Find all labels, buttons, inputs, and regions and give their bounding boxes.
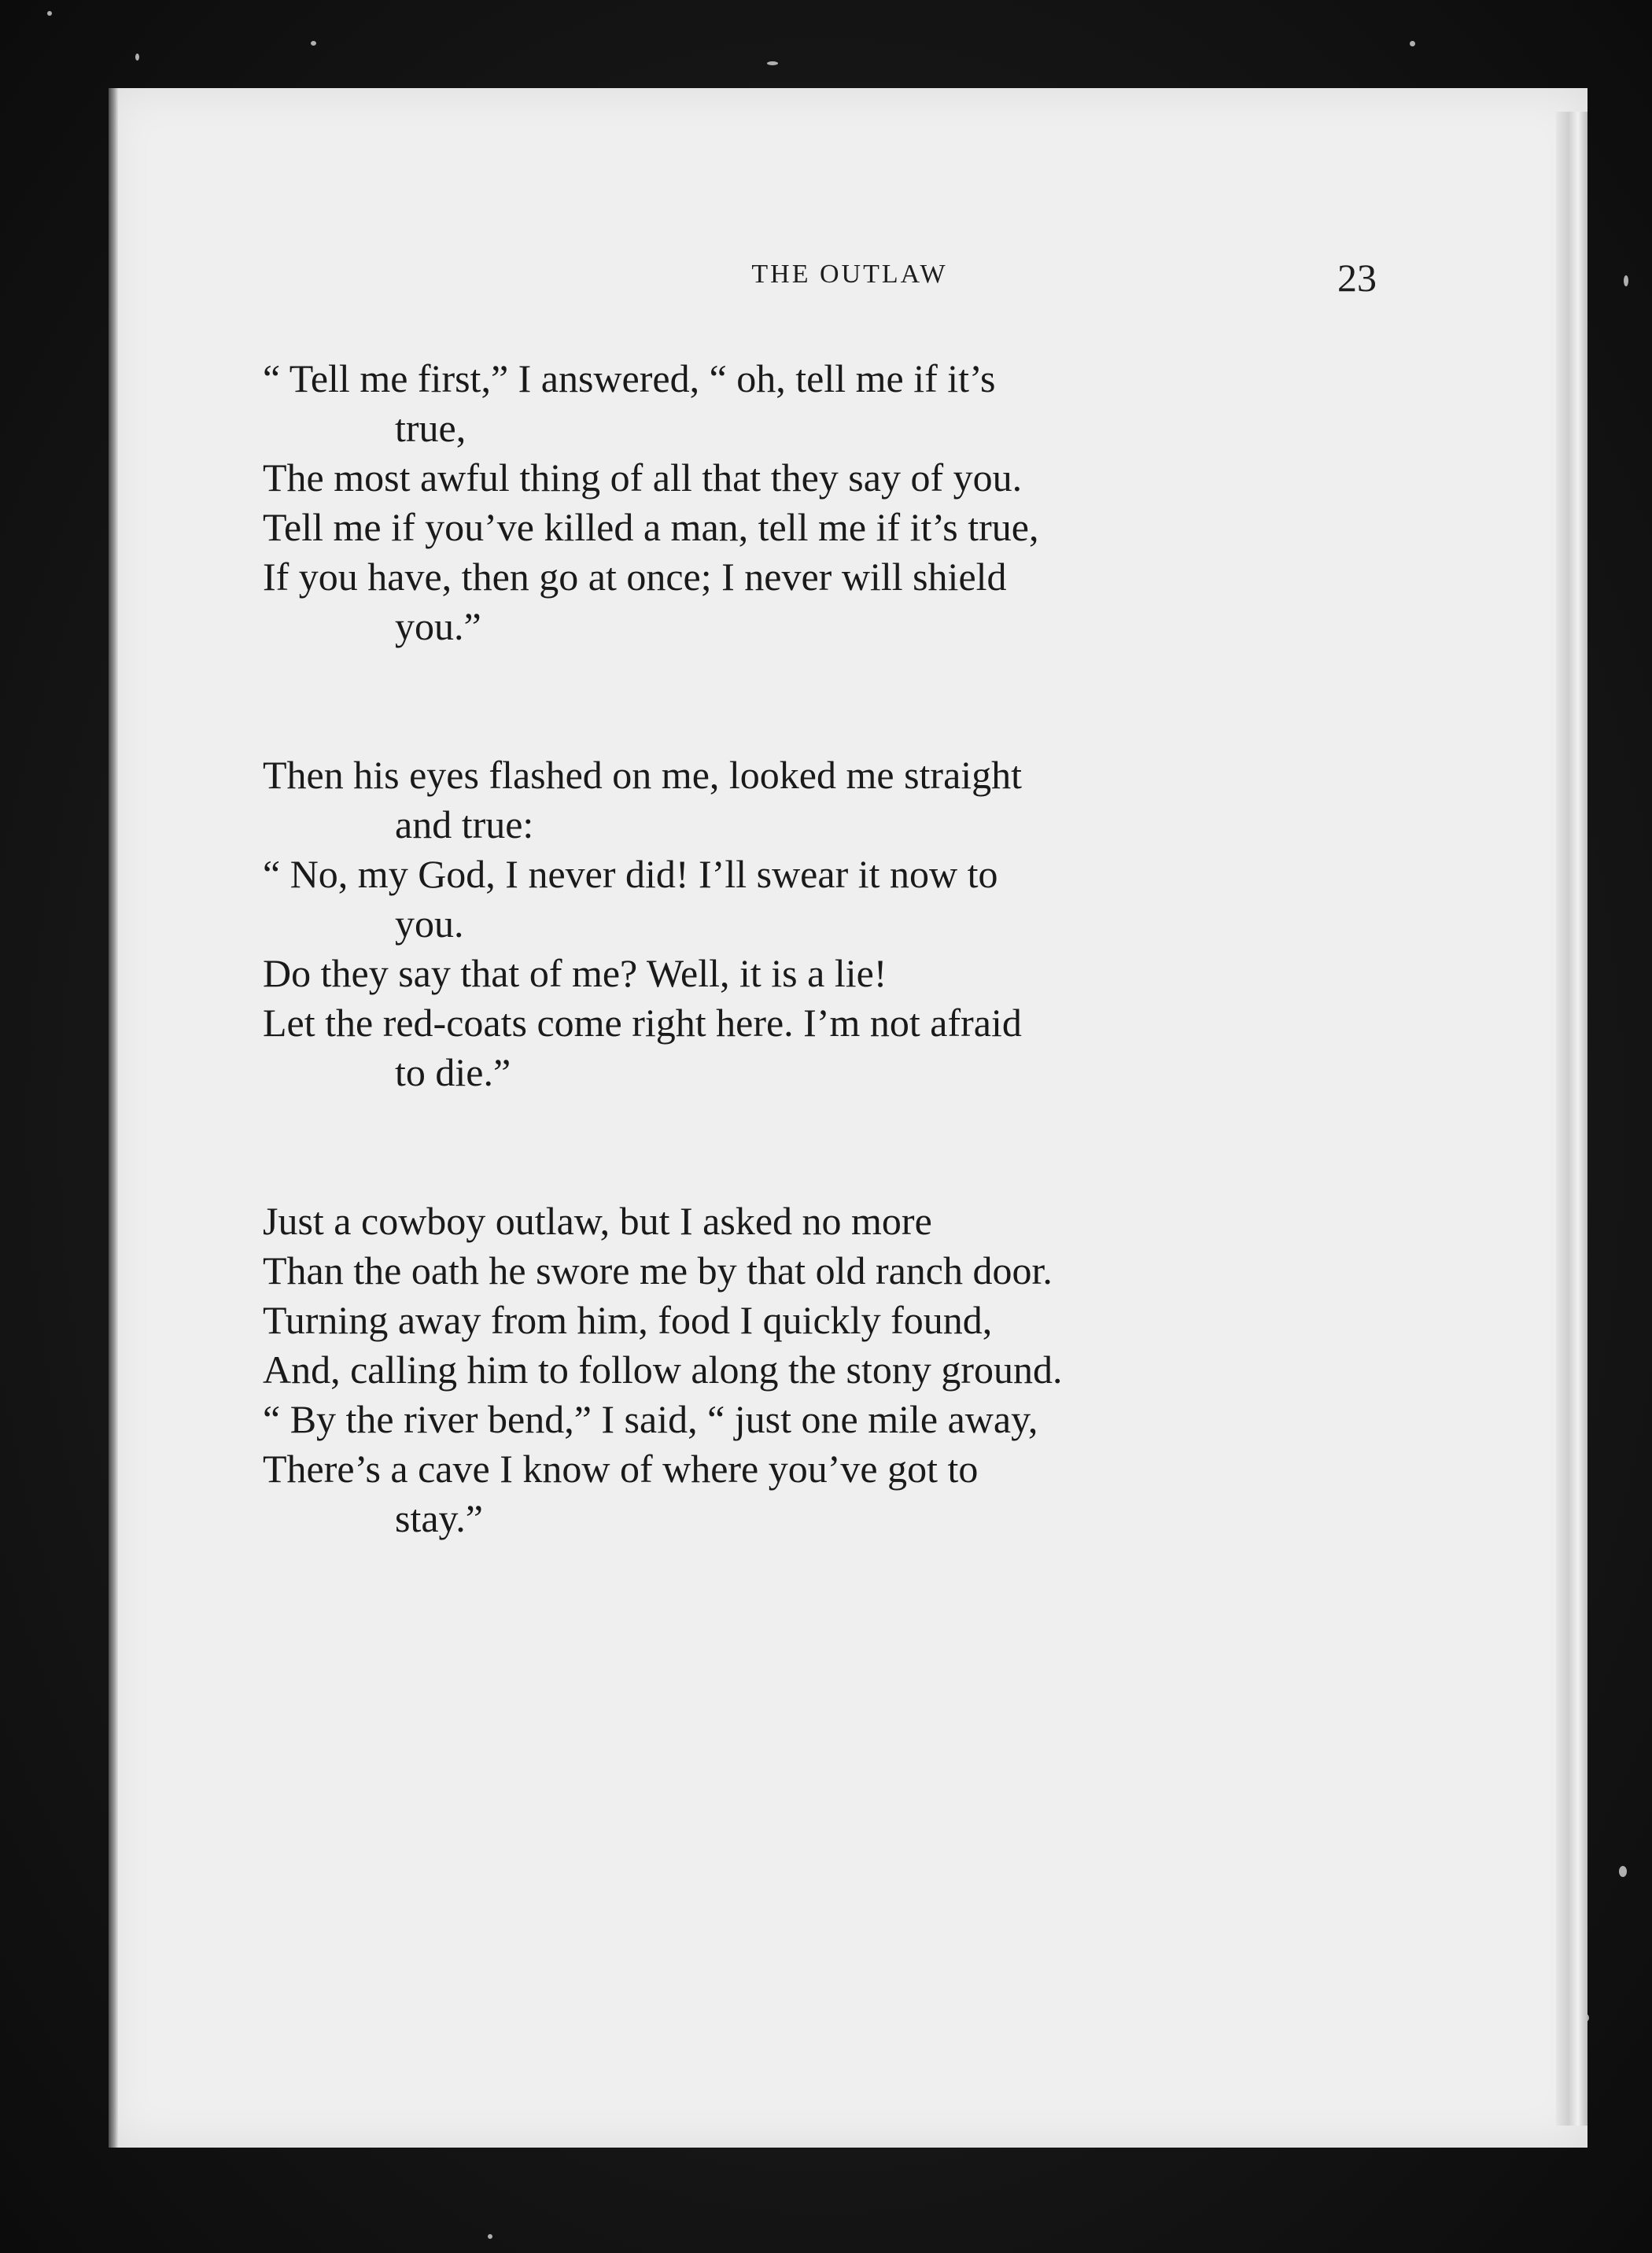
verse-line: The most awful thing of all that they say of you. [263, 455, 1023, 500]
poem-body [263, 354, 1380, 1543]
film-speck [47, 11, 52, 16]
verse-line-turnover: true, [395, 406, 466, 450]
film-speck [135, 53, 139, 61]
film-speck [1410, 41, 1415, 46]
page-number: 23 [1337, 256, 1377, 300]
running-title: THE OUTLAW [751, 260, 948, 289]
verse-line: There’s a cave I know of where you’ve got to [263, 1447, 979, 1491]
verse-line: “ By the river bend,” I said, “ just one mile away, [263, 1397, 1038, 1441]
verse-line: Turning away from him, food I quickly found, [263, 1298, 993, 1342]
verse-line: Tell me if you’ve killed a man, tell me if it’s true, [263, 505, 1039, 549]
verse-line: Do they say that of me? Well, it is a lie! [263, 951, 887, 995]
page-edge [1556, 112, 1587, 2126]
film-speck [311, 41, 316, 46]
film-speck [1624, 275, 1628, 286]
stanza [263, 1197, 1380, 1543]
verse-line-turnover: to die.” [395, 1050, 511, 1094]
page-gutter [109, 88, 118, 2148]
verse-line-turnover: you. [395, 902, 464, 946]
film-speck [488, 2234, 492, 2239]
verse-line: And, calling him to follow along the stony ground. [263, 1348, 1063, 1392]
verse-line: Then his eyes flashed on me, looked me straight [263, 753, 1023, 797]
stanza [263, 354, 1380, 651]
verse-line: Just a cowboy outlaw, but I asked no more [263, 1199, 932, 1243]
verse-line: Let the red-coats come right here. I’m not afraid [263, 1001, 1022, 1045]
verse-line-turnover: you.” [395, 604, 481, 648]
verse-line: Than the oath he swore me by that old ranch door. [263, 1248, 1053, 1292]
verse-line-turnover: stay.” [395, 1496, 483, 1540]
film-speck [1619, 1866, 1627, 1877]
film-speck [767, 61, 778, 65]
verse-line: If you have, then go at once; I never will shield [263, 555, 1007, 599]
stanza [263, 750, 1380, 1097]
verse-line: “ Tell me first,” I answered, “ oh, tell me if it’s [263, 356, 996, 400]
verse-line: “ No, my God, I never did! I’ll swear it now to [263, 852, 998, 896]
verse-line-turnover: and true: [395, 802, 534, 846]
